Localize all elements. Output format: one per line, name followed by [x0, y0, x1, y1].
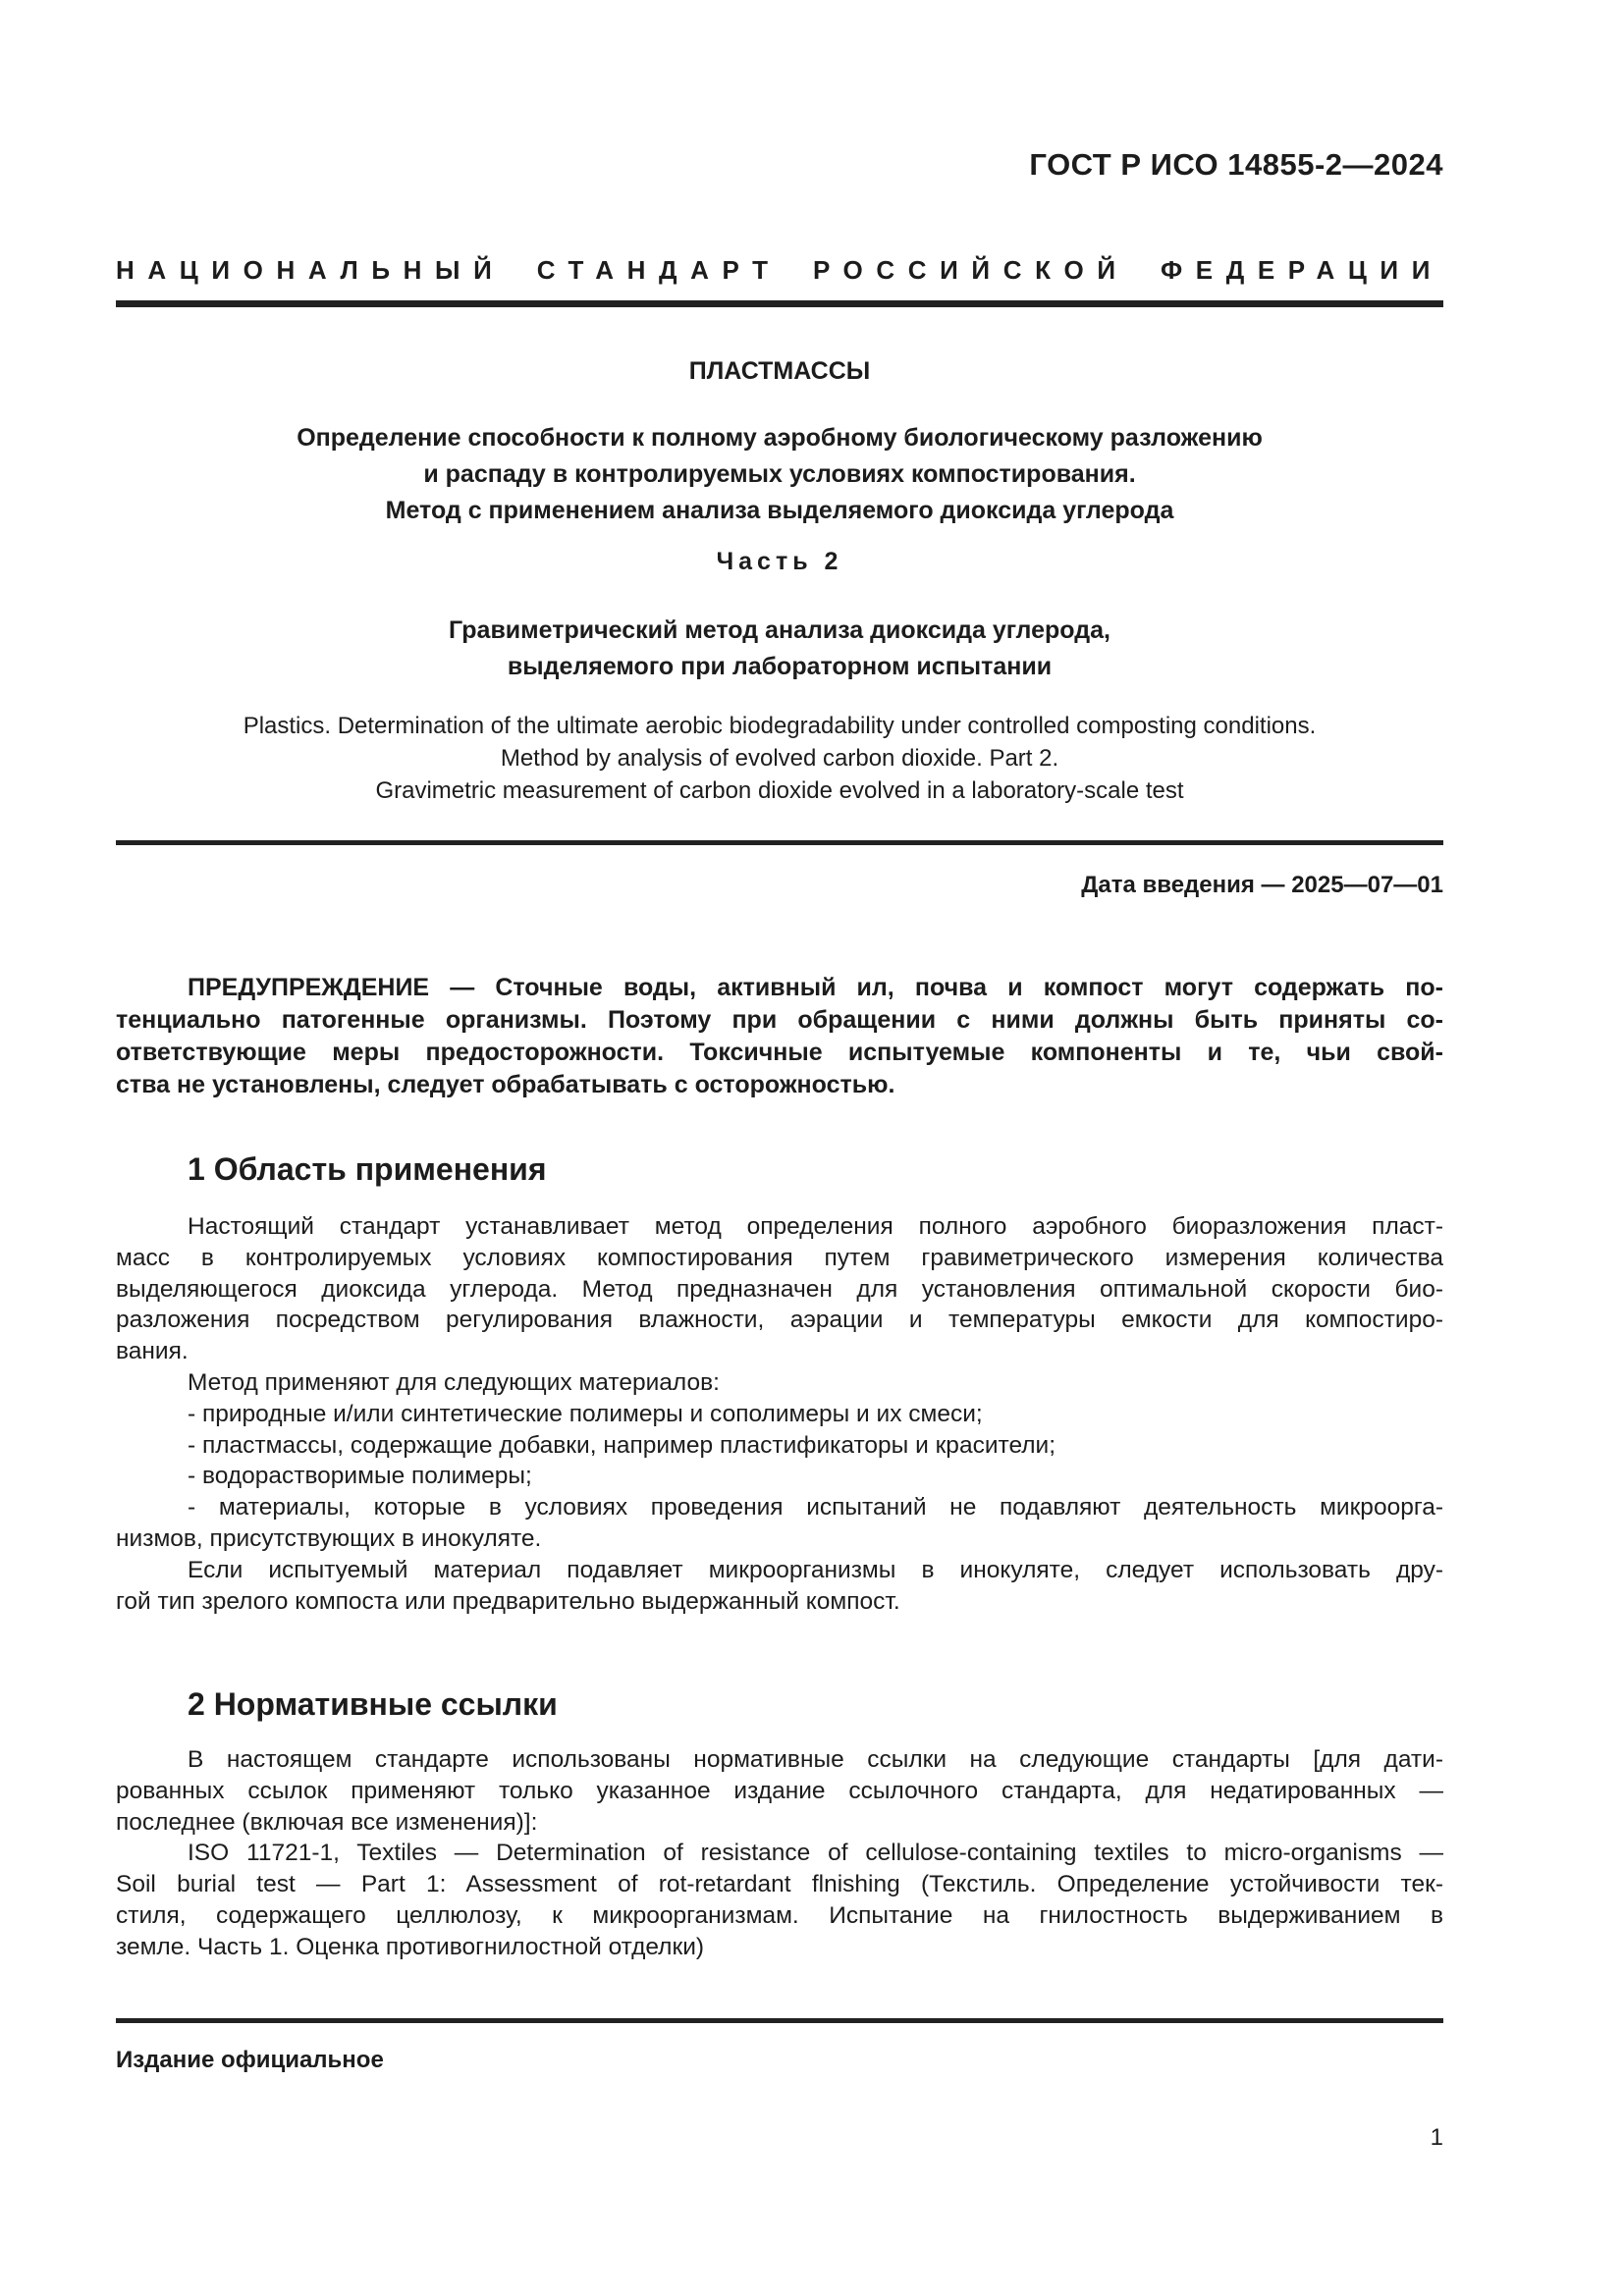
text-line: рованных ссылок применяют только указанное издание ссылочного стандарта, для недатированных —	[116, 1777, 1443, 1804]
subtitle-line: Метод с применением анализа выделяемого диоксида углерода	[385, 497, 1174, 524]
part-title-line: выделяемого при лабораторном испытании	[507, 653, 1053, 680]
text-line: гой тип зрелого компоста или предварительно выдержанный компост.	[116, 1587, 900, 1615]
subtitle-line: и распаду в контролируемых условиях компостирования.	[423, 460, 1136, 488]
english-title-line: Gravimetric measurement of carbon dioxide evolved in a laboratory-scale test	[375, 777, 1184, 804]
header-rule	[116, 300, 1443, 307]
warning-line: ства не установлены, следует обрабатывать с осторожностью.	[116, 1071, 895, 1098]
national-standard-banner: НАЦИОНАЛЬНЫЙ СТАНДАРТ РОССИЙСКОЙ ФЕДЕРАЦИИ	[116, 255, 1443, 285]
text-line: Soil burial test — Part 1: Assessment of rot-retardant flnishing (Текстиль. Определение устойчивости тек-	[116, 1871, 1443, 1898]
list-item: - материалы, которые в условиях проведения испытаний не подавляют деятельность микроорга-	[188, 1494, 1443, 1522]
text-line: выделяющегося диоксида углерода. Метод предназначен для установления оптимальной скорости био-	[116, 1275, 1443, 1303]
text-line: ISO 11721-1, Textiles — Determination of resistance of cellulose-containing textiles to micro-organisms —	[188, 1840, 1443, 1867]
warning-line: тенциально патогенные организмы. Поэтому при обращении с ними должны быть приняты со-	[116, 1006, 1443, 1034]
list-item: - природные и/или синтетические полимеры и сополимеры и их смеси;	[188, 1400, 983, 1427]
text-line: последнее (включая все изменения)]:	[116, 1808, 538, 1836]
warning-paragraph	[116, 972, 1443, 1101]
english-title-line: Method by analysis of evolved carbon dioxide. Part 2.	[500, 745, 1059, 772]
part-title	[116, 613, 1443, 685]
part-title-line: Гравиметрический метод анализа диоксида углерода,	[449, 616, 1110, 644]
part-label: Часть 2	[716, 548, 843, 575]
list-item: - водорастворимые полимеры;	[188, 1463, 532, 1490]
list-item: - пластмассы, содержащие добавки, например пластификаторы и красители;	[188, 1431, 1056, 1459]
text-line: разложения посредством регулирования влажности, аэрации и температуры емкости для компостиро-	[116, 1307, 1443, 1334]
page-number: 1	[1430, 2124, 1443, 2151]
text-line: земле. Часть 1. Оценка противогнилостной отделки)	[116, 1933, 705, 1960]
title-rule	[116, 840, 1443, 845]
text-line: Настоящий стандарт устанавливает метод определения полного аэробного биоразложения пласт-	[188, 1213, 1443, 1240]
text-line: масс в контролируемых условиях компостирования путем гравиметрического измерения количества	[116, 1244, 1443, 1271]
text-line: вания.	[116, 1338, 189, 1365]
section-references-body	[116, 1744, 1443, 1963]
section-scope-body	[116, 1211, 1443, 1617]
english-title	[116, 710, 1443, 807]
section-heading-scope: 1 Область применения	[188, 1151, 547, 1187]
english-title-line: Plastics. Determination of the ultimate aerobic biodegradability under controlled composting conditions.	[243, 713, 1317, 739]
section-heading-references: 2 Нормативные ссылки	[188, 1686, 558, 1722]
document-subtitle	[116, 420, 1443, 529]
official-edition-label: Издание официальное	[116, 2047, 384, 2073]
text-line: стиля, содержащего целлюлозу, к микроорганизмам. Испытание на гнилостность выдерживанием в	[116, 1901, 1443, 1929]
standard-number: ГОСТ Р ИСО 14855-2—2024	[1029, 147, 1443, 182]
introduction-date: Дата введения — 2025—07—01	[1081, 872, 1443, 898]
text-line: Если испытуемый материал подавляет микроорганизмы в инокуляте, следует использовать дру-	[188, 1556, 1443, 1583]
text-line: В настоящем стандарте использованы нормативные ссылки на следующие стандарты [для дати-	[188, 1746, 1443, 1773]
warning-line: ПРЕДУПРЕЖДЕНИЕ — Сточные воды, активный ил, почва и компост могут содержать по-	[188, 974, 1443, 1001]
document-title: ПЛАСТМАССЫ	[688, 357, 871, 385]
text-line: Метод применяют для следующих материалов:	[188, 1368, 720, 1396]
warning-line: ответствующие меры предосторожности. Токсичные испытуемые компоненты и те, чьи свой-	[116, 1039, 1443, 1066]
footer-rule	[116, 2018, 1443, 2023]
text-line: низмов, присутствующих в инокуляте.	[116, 1524, 542, 1552]
subtitle-line: Определение способности к полному аэробному биологическому разложению	[297, 424, 1263, 452]
